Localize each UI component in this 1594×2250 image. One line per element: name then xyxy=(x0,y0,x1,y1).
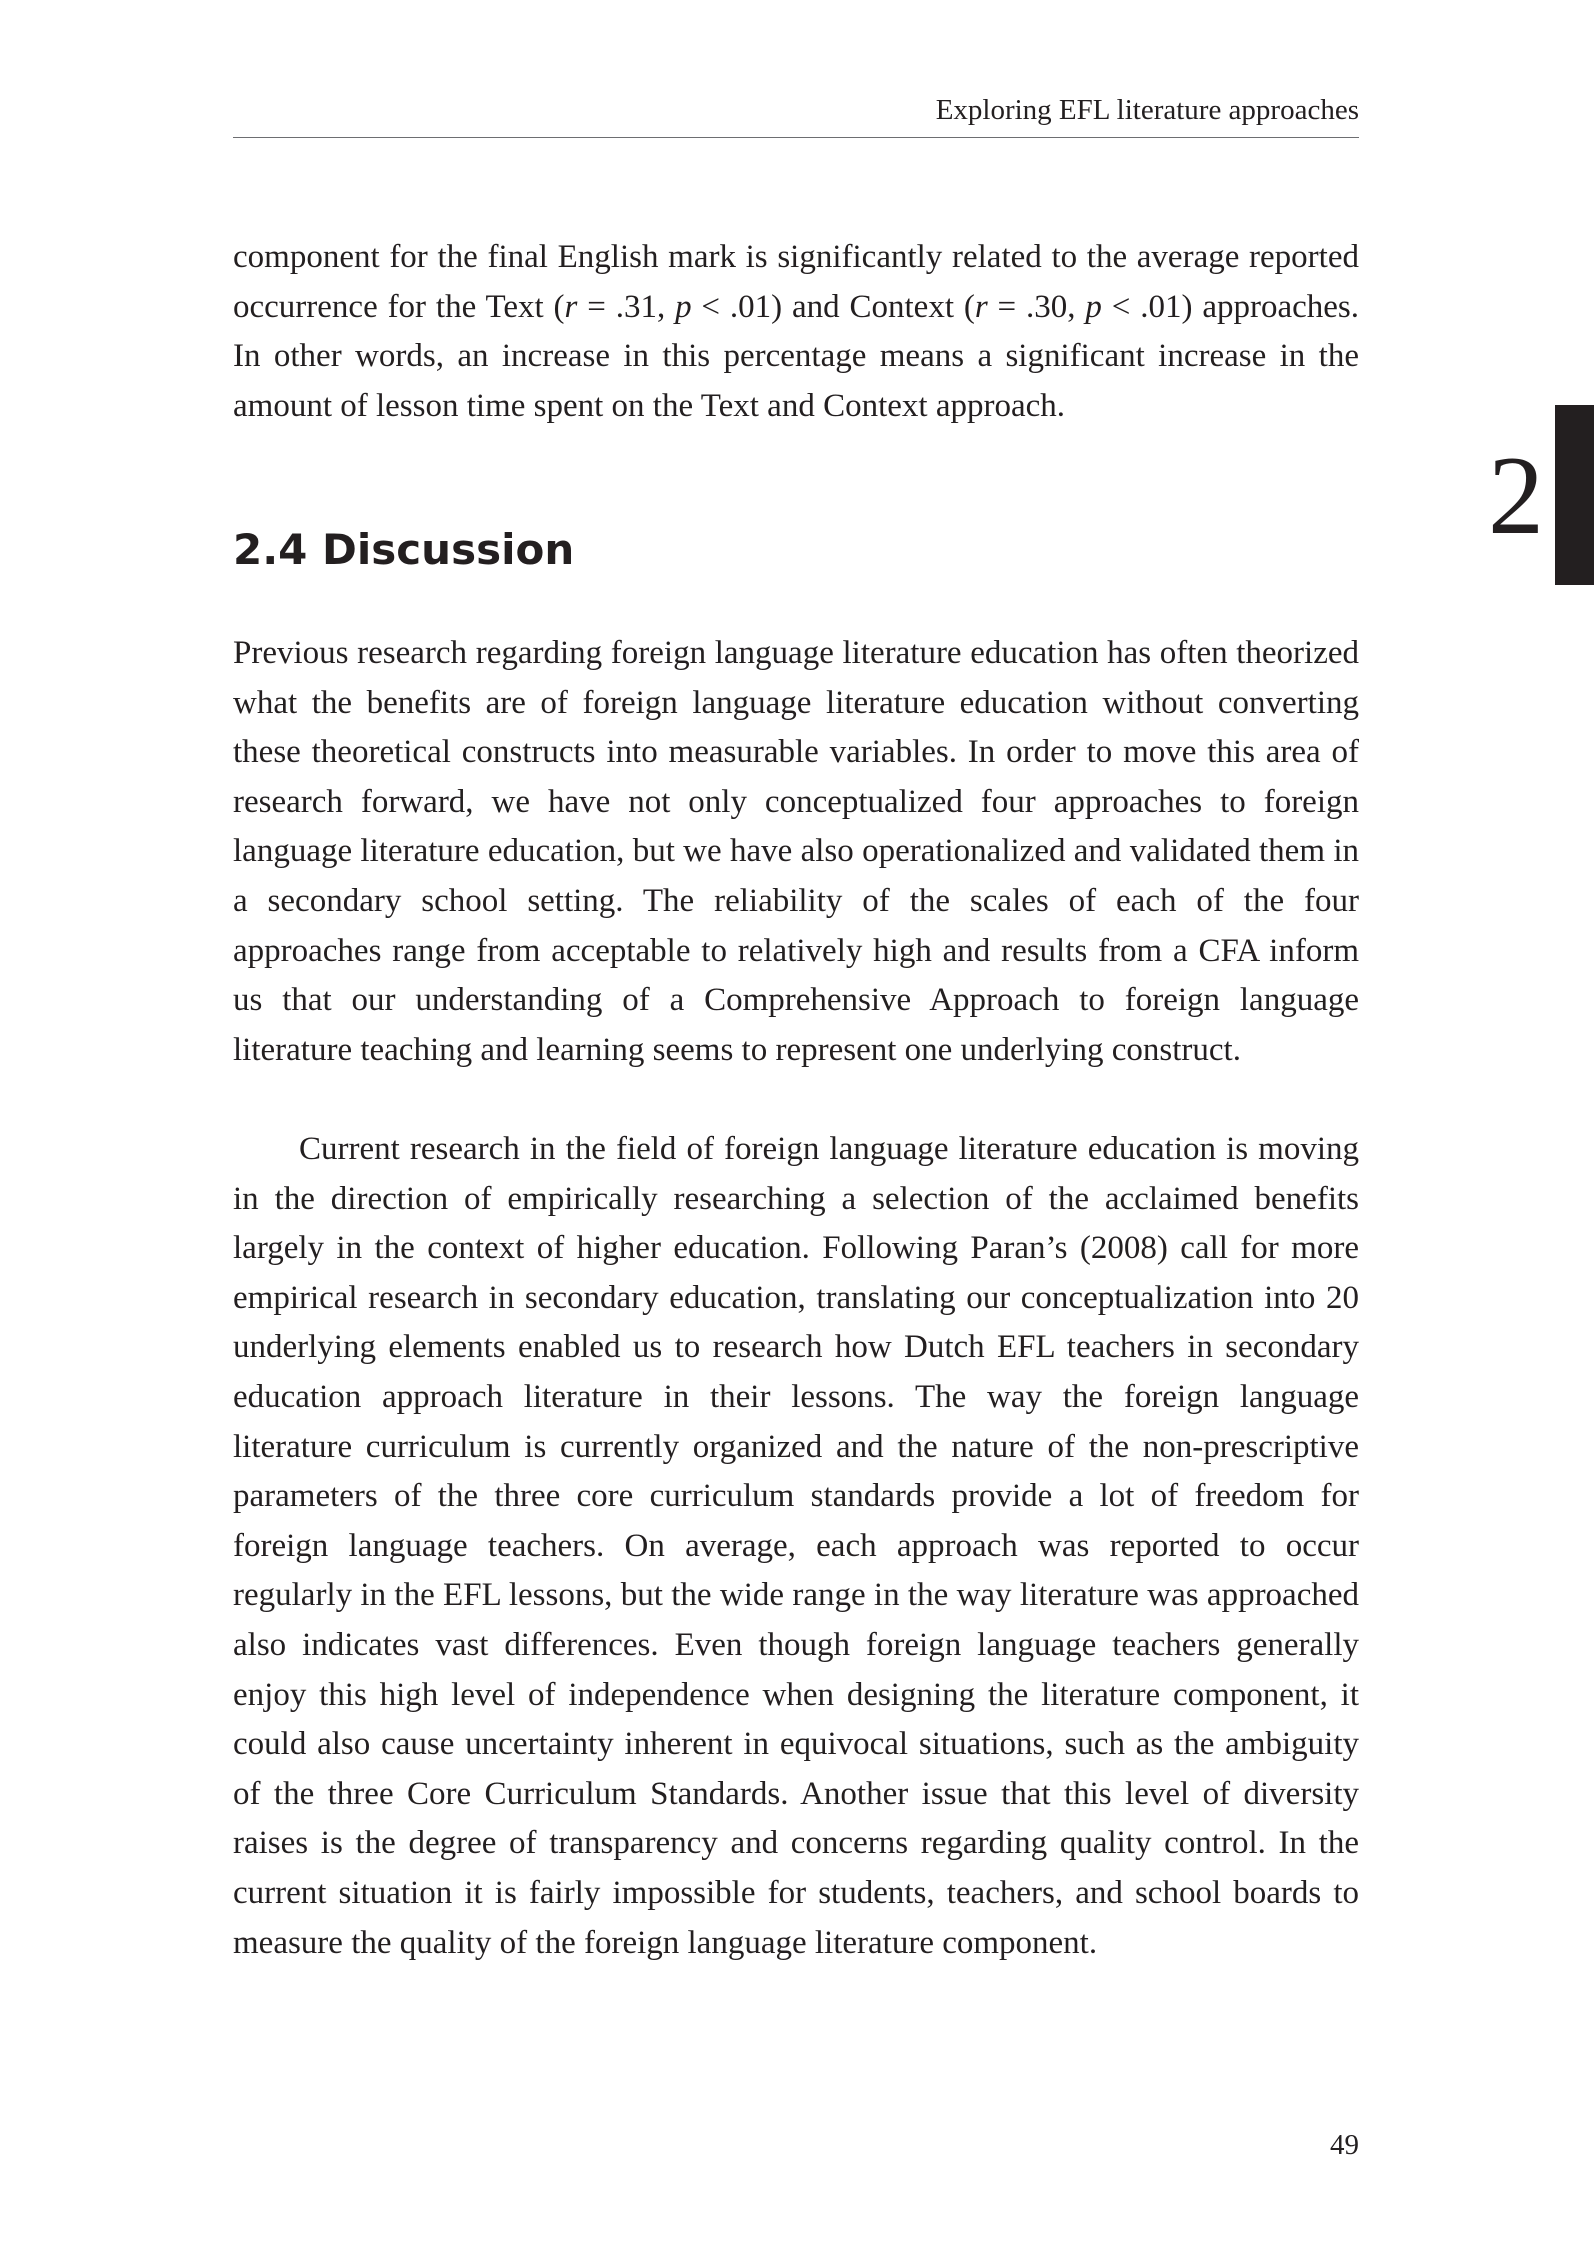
intro-text-e: < .01) and Context ( xyxy=(691,288,975,325)
stat-p-symbol: p xyxy=(1085,288,1102,325)
intro-text-a: component for the final English mark is significantly related to the average reported occurrence for the Text ( xyxy=(233,239,1359,325)
intro-text-i: < .01) approaches. In other words, an increase in this percentage means a significant increase in the amount of lesson time spent on the Text and Context approach. xyxy=(233,288,1359,424)
stat-r-symbol: r xyxy=(564,288,578,325)
intro-text-g: = .30, xyxy=(987,288,1086,325)
chapter-number: 2 xyxy=(1488,434,1544,558)
intro-paragraph xyxy=(233,233,1359,431)
discussion-paragraph-2: Current research in the field of foreign language literature education is moving in the direction of empirically researching a selection of the acclaimed benefits largely in the context of higher education. Following Paran’s (2008) call for more empirical research in secondary education, translating our conceptualization into 20 underlying elements enabled us to research how Dutch EFL teachers in secondary education approach literature in their lessons. The way the foreign language literature curriculum is currently organized and the nature of the non-prescriptive parameters of the three core curriculum standards provide a lot of freedom for foreign language teachers. On average, each approach was reported to occur regularly in the EFL lessons, but the wide range in the way literature was approached also indicates vast differences. Even though foreign language teachers generally enjoy this high level of independence when designing the literature component, it could also cause uncertainty inherent in equivocal situations, such as the ambiguity of the three Core Curriculum Standards. Another issue that this level of diversity raises is the degree of transparency and concerns regarding quality control. In the current situation it is fairly impossible for students, teachers, and school boards to measure the quality of the foreign language literature component. xyxy=(233,1131,1359,1961)
page-number: 49 xyxy=(1330,2129,1359,2161)
stat-p-symbol: p xyxy=(675,288,692,325)
stat-r-symbol: r xyxy=(974,288,988,325)
section-heading: 2.4 Discussion xyxy=(233,525,575,574)
running-header: Exploring EFL literature approaches xyxy=(935,94,1359,126)
header-rule xyxy=(233,137,1359,138)
chapter-tab xyxy=(1555,405,1594,585)
discussion-paragraph-1: Previous research regarding foreign language literature education has often theorized what the benefits are of foreign language literature education without converting these theoretical constructs into measurable variables. In order to move this area of research forward, we have not only conceptualized four approaches to foreign language literature education, but we have also operationalized and validated them in a secondary school setting. The reliability of the scales of each of the four approaches range from acceptable to relatively high and results from a CFA inform us that our understanding of a Comprehensive Approach to foreign language literature teaching and learning seems to represent one underlying construct. xyxy=(233,635,1359,1068)
intro-text-c: = .31, xyxy=(577,288,676,325)
